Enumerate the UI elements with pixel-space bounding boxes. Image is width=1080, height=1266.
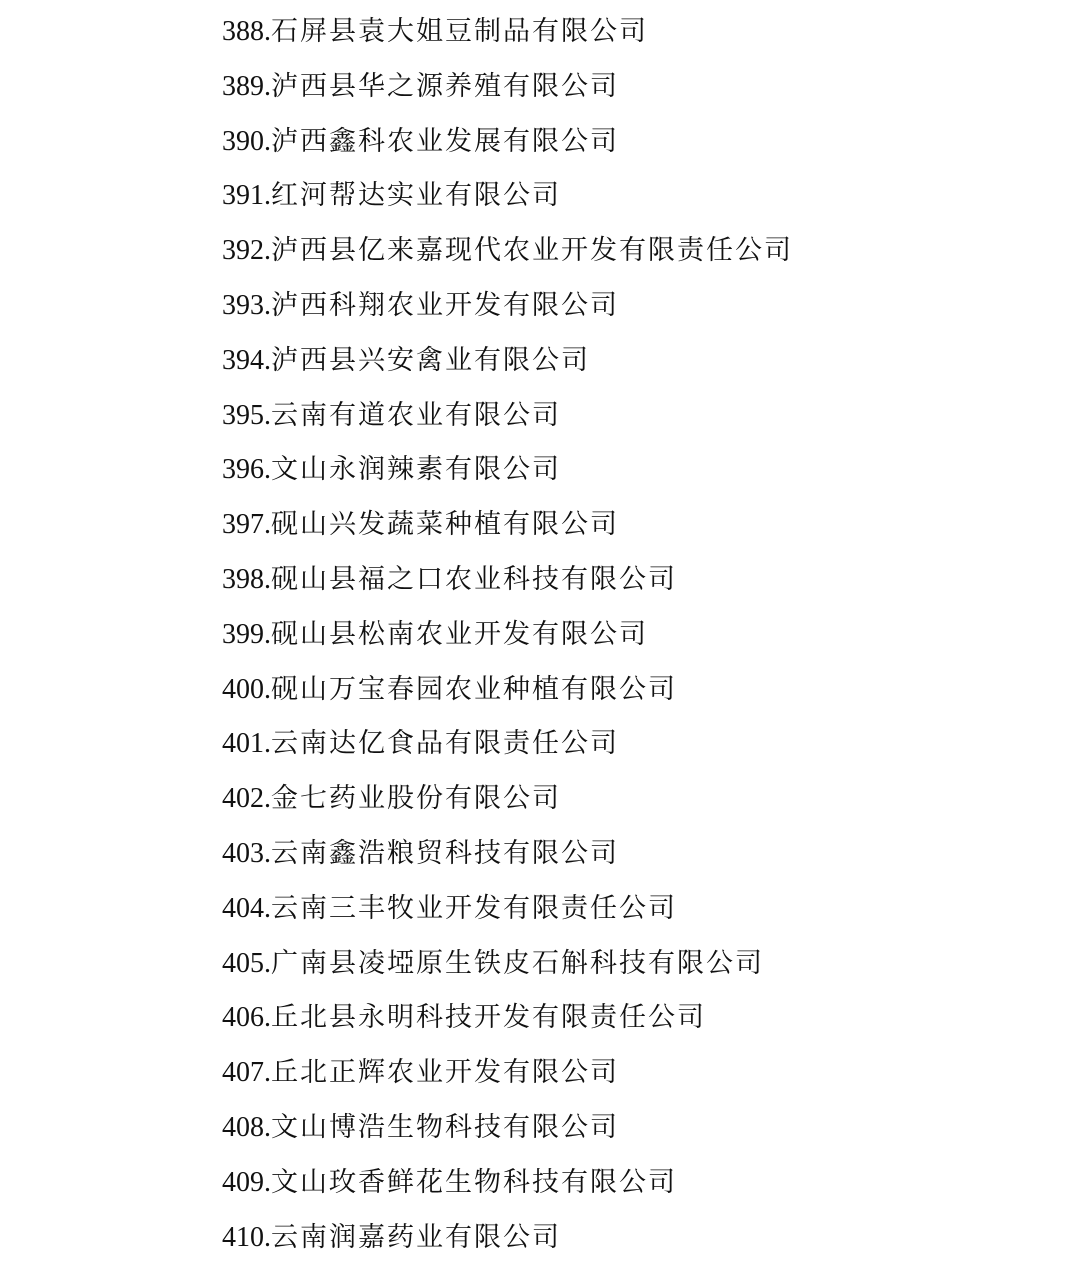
company-name: 广南县凌埡原生铁皮石斛科技有限公司	[271, 947, 764, 979]
company-name: 泸西县亿来嘉现代农业开发有限责任公司	[271, 235, 793, 267]
list-item	[222, 224, 793, 279]
list-item	[222, 60, 793, 115]
company-name: 金七药业股份有限公司	[271, 783, 561, 815]
entry-number: 398.	[222, 563, 271, 595]
entry-number: 392.	[222, 235, 271, 267]
list-item	[222, 553, 793, 608]
company-name: 红河帮达实业有限公司	[271, 180, 561, 212]
company-name: 泸西鑫科农业发展有限公司	[271, 125, 619, 157]
entry-number: 393.	[222, 289, 271, 321]
company-name: 云南润嘉药业有限公司	[271, 1221, 561, 1253]
company-name: 泸西科翔农业开发有限公司	[271, 289, 619, 321]
company-name: 丘北县永明科技开发有限责任公司	[271, 1002, 706, 1034]
entry-number: 389.	[222, 70, 271, 102]
entry-number: 400.	[222, 673, 271, 705]
company-name: 云南达亿食品有限责任公司	[271, 728, 619, 760]
company-name: 云南有道农业有限公司	[271, 399, 561, 431]
company-name: 砚山县福之口农业科技有限公司	[271, 563, 677, 595]
entry-number: 390.	[222, 125, 271, 157]
entry-number: 402.	[222, 783, 271, 815]
list-item	[222, 443, 793, 498]
company-name: 泸西县华之源养殖有限公司	[271, 70, 619, 102]
entry-number: 399.	[222, 618, 271, 650]
list-item	[222, 1101, 793, 1156]
list-item	[222, 389, 793, 444]
entry-number: 396.	[222, 454, 271, 486]
list-item	[222, 169, 793, 224]
list-item	[222, 991, 793, 1046]
list-item	[222, 882, 793, 937]
company-name: 砚山兴发蔬菜种植有限公司	[271, 509, 619, 541]
list-item	[222, 663, 793, 718]
entry-number: 408.	[222, 1111, 271, 1143]
entry-number: 406.	[222, 1002, 271, 1034]
entry-number: 403.	[222, 837, 271, 869]
company-list	[222, 5, 793, 1265]
company-name: 砚山县松南农业开发有限公司	[271, 618, 648, 650]
list-item	[222, 608, 793, 663]
entry-number: 394.	[222, 344, 271, 376]
list-item	[222, 115, 793, 170]
list-item	[222, 5, 793, 60]
list-item	[222, 498, 793, 553]
company-name: 石屏县袁大姐豆制品有限公司	[271, 16, 648, 47]
entry-number: 405.	[222, 947, 271, 979]
company-name: 文山博浩生物科技有限公司	[271, 1111, 619, 1143]
company-name: 文山永润辣素有限公司	[271, 454, 561, 486]
list-item	[222, 279, 793, 334]
list-item	[222, 1156, 793, 1211]
company-name: 砚山万宝春园农业种植有限公司	[271, 673, 677, 705]
list-item	[222, 1046, 793, 1101]
entry-number: 407.	[222, 1057, 271, 1089]
entry-number: 401.	[222, 728, 271, 760]
entry-number: 397.	[222, 509, 271, 541]
entry-number: 404.	[222, 892, 271, 924]
entry-number: 410.	[222, 1221, 271, 1253]
list-item	[222, 937, 793, 992]
list-item	[222, 717, 793, 772]
list-item	[222, 827, 793, 882]
entry-number: 391.	[222, 180, 271, 212]
list-item	[222, 772, 793, 827]
list-item	[222, 1211, 793, 1266]
company-name: 泸西县兴安禽业有限公司	[271, 344, 590, 376]
company-name: 云南鑫浩粮贸科技有限公司	[271, 837, 619, 869]
company-name: 丘北正辉农业开发有限公司	[271, 1057, 619, 1089]
entry-number: 388.	[222, 16, 271, 47]
entry-number: 395.	[222, 399, 271, 431]
list-item	[222, 334, 793, 389]
company-name: 云南三丰牧业开发有限责任公司	[271, 892, 677, 924]
company-name: 文山玫香鲜花生物科技有限公司	[271, 1166, 677, 1198]
entry-number: 409.	[222, 1166, 271, 1198]
